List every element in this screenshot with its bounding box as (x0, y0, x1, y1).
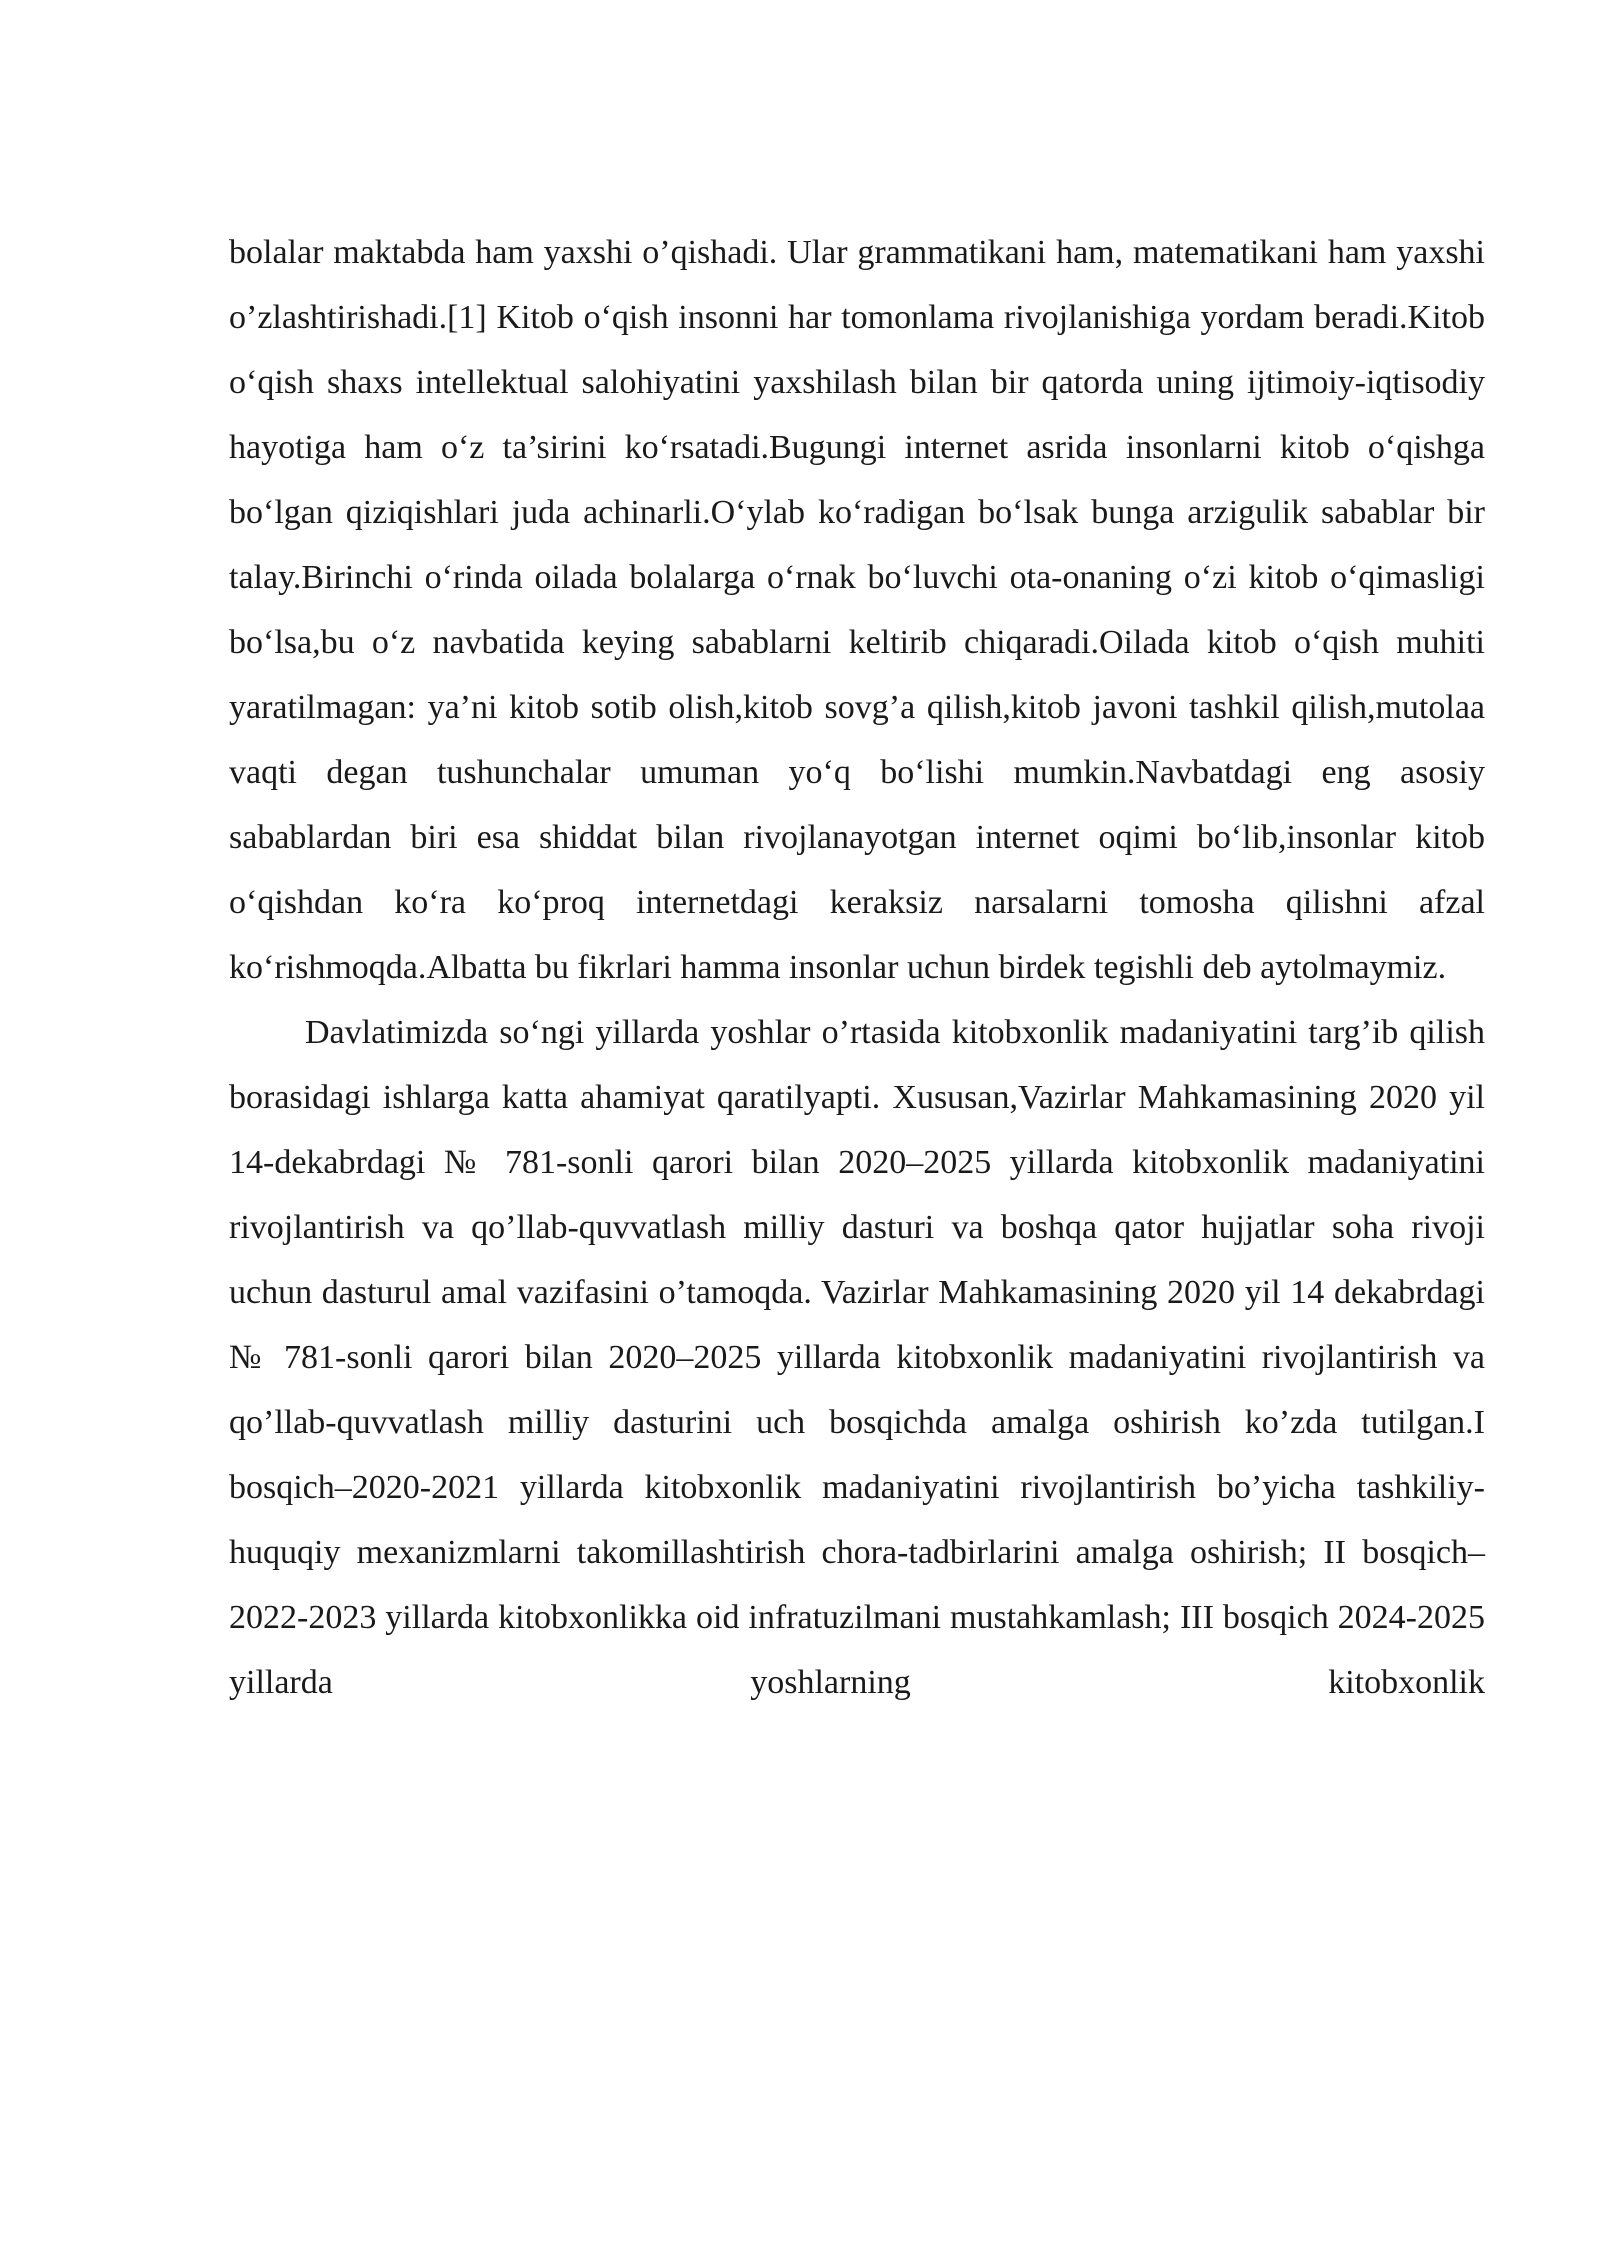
paragraph-continued: bolalar maktabda ham yaxshi o’qishadi. Ular grammatikani ham, matematikani ham yaxshi o’zlashtirishadi.[1] Kitob oʻqish insonni har tomonlama rivojlanishiga yordam beradi.Kitob oʻqish shaxs intellektual salohiyatini yaxshilash bilan bir qatorda uning ijtimoiy-iqtisodiy hayotiga ham oʻz ta’sirini koʻrsatadi.Bugungi internet asrida insonlarni kitob oʻqishga boʻlgan qiziqishlari juda achinarli.Oʻylab koʻradigan boʻlsak bunga arzigulik sabablar bir talay.Birinchi oʻrinda oilada bolalarga oʻrnak boʻluvchi ota-onaning oʻzi kitob oʻqimasligi boʻlsa,bu oʻz navbatida keying sabablarni keltirib chiqaradi.Oilada kitob oʻqish muhiti yaratilmagan: ya’ni kitob sotib olish,kitob sovg’a qilish,kitob javoni tashkil qilish,mutolaa vaqti degan tushunchalar umuman yoʻq boʻlishi mumkin.Navbatdagi eng asosiy sabablardan biri esa shiddat bilan rivojlanayotgan internet oqimi boʻlib,insonlar kitob oʻqishdan koʻra koʻproq internetdagi keraksiz narsalarni tomosha qilishni afzal koʻrishmoqda.Albatta bu fikrlari hamma insonlar uchun birdek tegishli deb aytolmaymiz. (229, 234, 1485, 986)
document-body (229, 220, 1485, 1715)
paragraph-state-programs: Davlatimizda soʻngi yillarda yoshlar o’rtasida kitobxonlik madaniyatini targ’ib qilish borasidagi ishlarga katta ahamiyat qaratilyapti. Xususan,Vazirlar Mahkamasining 2020 yil 14-dekabrdagi № 781-sonli qarori bilan 2020–2025 yillarda kitobxonlik madaniyatini rivojlantirish va qo’llab-quvvatlash milliy dasturi va boshqa qator hujjatlar soha rivoji uchun dasturul amal vazifasini o’tamoqda. Vazirlar Mahkamasining 2020 yil 14 dekabrdagi № 781-sonli qarori bilan 2020–2025 yillarda kitobxonlik madaniyatini rivojlantirish va qo’llab-quvvatlash milliy dasturini uch bosqichda amalga oshirish ko’zda tutilgan.I bosqich–2020-2021 yillarda kitobxonlik madaniyatini rivojlantirish bo’yicha tashkiliy-huquqiy mexanizmlarni takomillashtirish chora-tadbirlarini amalga oshirish; II bosqich–2022-2023 yillarda kitobxonlikka oid infratuzilmani mustahkamlash; III bosqich 2024-2025 yillarda yoshlarning kitobxonlik (229, 1014, 1485, 1701)
